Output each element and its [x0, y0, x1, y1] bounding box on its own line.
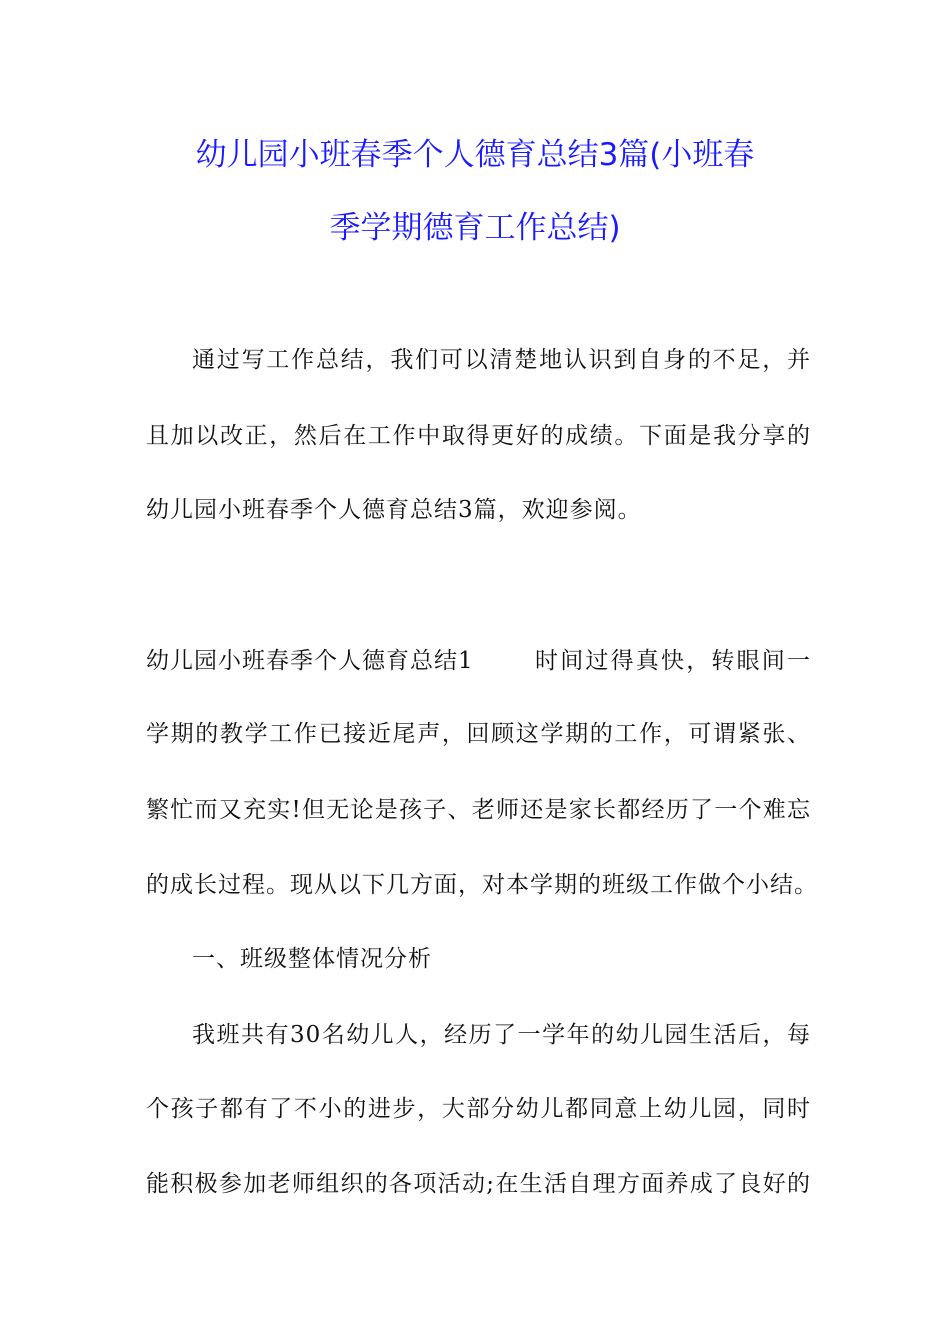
intro-line-1: 通过写工作总结，我们可以清楚地认识到自身的不足，并: [192, 347, 811, 373]
section1-line-3: 繁忙而又充实!但无论是孩子、老师还是家长都经历了一个难忘: [146, 797, 811, 823]
section1-line-2: 学期的教学工作已接近尾声，回顾这学期的工作，可谓紧张、: [146, 721, 811, 747]
section-heading: 幼儿园小班春季个人德育总结1: [146, 648, 474, 674]
document-title-line-1: 幼儿园小班春季个人德育总结3篇(小班春: [195, 137, 755, 173]
para-line-3: 能积极参加老师组织的各项活动;在生活自理方面养成了良好的: [146, 1171, 811, 1197]
para-line-1: 我班共有30名幼儿人，经历了一学年的幼儿园生活后，每: [192, 1022, 811, 1048]
section1-line-4: 的成长过程。现从以下几方面，对本学期的班级工作做个小结。: [146, 872, 818, 898]
subheading: 一、班级整体情况分析: [192, 946, 432, 972]
para-line-2: 个孩子都有了不小的进步，大部分幼儿都同意上幼儿园，同时: [146, 1096, 811, 1122]
document-title-line-2: 季学期德育工作总结): [329, 210, 621, 246]
intro-line-3: 幼儿园小班春季个人德育总结3篇，欢迎参阅。: [146, 497, 642, 523]
intro-line-2: 且加以改正，然后在工作中取得更好的成绩。下面是我分享的: [146, 423, 811, 449]
section1-line-1: 时间过得真快，转眼间一: [535, 648, 811, 674]
